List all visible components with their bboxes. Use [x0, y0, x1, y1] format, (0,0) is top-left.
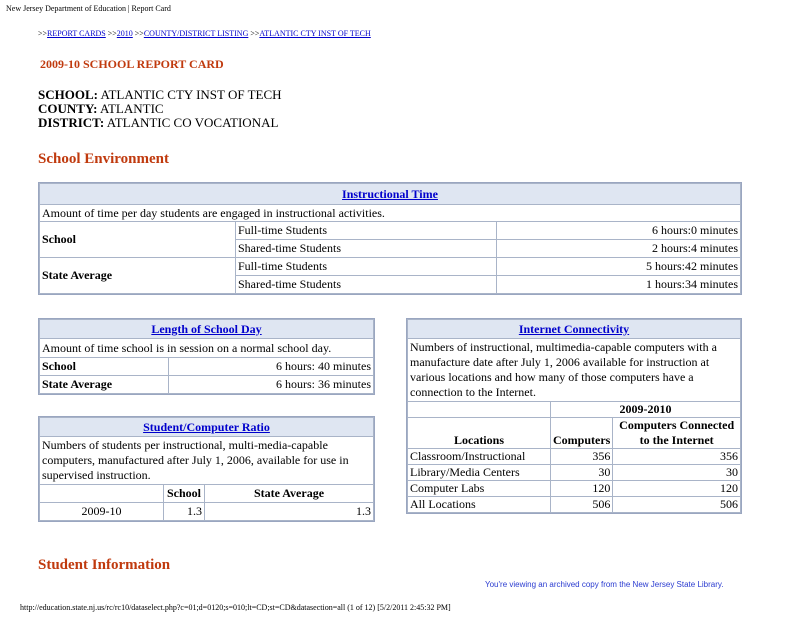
table-row: Classroom/Instructional 356 356: [408, 449, 741, 465]
section-heading-school-environment: School Environment: [38, 151, 169, 167]
length-of-day-description: Amount of time school is in session on a normal school day.: [40, 339, 374, 358]
table-row: Library/Media Centers 30 30: [408, 465, 741, 481]
ratio-school-value: 1.3: [164, 503, 205, 521]
breadcrumb-link-school[interactable]: ATLANTIC CTY INST OF TECH: [259, 29, 371, 38]
section-heading-student-information: Student Information: [38, 557, 171, 573]
county-line: COUNTY: ATLANTIC: [38, 101, 164, 116]
school-full-time-value: 6 hours:0 minutes: [497, 222, 741, 240]
table-row: Computer Labs 120 120: [408, 481, 741, 497]
state-shared-time-value: 1 hours:34 minutes: [497, 276, 741, 294]
student-computer-ratio-link[interactable]: Student/Computer Ratio: [143, 419, 270, 434]
internet-connectivity-link[interactable]: Internet Connectivity: [518, 321, 630, 336]
instructional-time-description: Amount of time per day students are engaged in instructional activities.: [40, 205, 741, 222]
footer-url: http://education.state.nj.us/rc/rc10/dataselect.php?c=01;d=0120;s=010;lt=CD;st=CD&datasection=all (1 of 12) [5/2/2011 2:45:32 PM]: [20, 603, 451, 612]
internet-connectivity-table: Internet Connectivity Numbers of instructional, multimedia-capable computers with a manufacture date after July 1, 2006 available for instruction at various locations and how many of those computers have a connection to the Internet. 2009-2010 Locations Computers Computers Connected to the Internet Classroom/Instructional 356 356 Library/Media Centers 30 30 Computer Labs 120 120 All Locations 506 506: [406, 318, 742, 514]
breadcrumb-link-report-cards[interactable]: REPORT CARDS: [47, 29, 106, 38]
school-day-length-value: 6 hours: 40 minutes: [169, 358, 374, 376]
table-row: All Locations 506 506: [408, 497, 741, 513]
document-header: New Jersey Department of Education | Report Card: [6, 4, 171, 13]
breadcrumb: >>REPORT CARDS >>2010 >>COUNTY/DISTRICT LISTING >>ATLANTIC CTY INST OF TECH: [38, 29, 371, 38]
report-card-title: 2009-10 SCHOOL REPORT CARD: [40, 57, 224, 71]
ratio-state-value: 1.3: [205, 503, 374, 521]
internet-connectivity-description: Numbers of instructional, multimedia-capable computers with a manufacture date after July 1, 2006 available for instruction at various locations and how many of those computers have a connection to the Internet.: [408, 339, 741, 402]
length-of-school-day-link[interactable]: Length of School Day: [151, 321, 262, 336]
breadcrumb-link-2010[interactable]: 2010: [116, 29, 133, 38]
archive-note: You're viewing an archived copy from the New Jersey State Library.: [485, 580, 724, 589]
breadcrumb-link-county-district[interactable]: COUNTY/DISTRICT LISTING: [143, 29, 249, 38]
school-shared-time-value: 2 hours:4 minutes: [497, 240, 741, 258]
student-computer-ratio-description: Numbers of students per instructional, multi-media-capable computers, manufactured after July 1, 2006, available for use in supervised instruction.: [40, 437, 374, 485]
instructional-time-link[interactable]: Instructional Time: [342, 186, 438, 201]
district-line: DISTRICT: ATLANTIC CO VOCATIONAL: [38, 115, 279, 130]
ratio-year: 2009-10: [40, 503, 164, 521]
state-full-time-value: 5 hours:42 minutes: [497, 258, 741, 276]
school-line: SCHOOL: ATLANTIC CTY INST OF TECH: [38, 87, 282, 102]
row-label-state-average: State Average: [40, 258, 236, 294]
length-of-school-day-table: Length of School Day Amount of time school is in session on a normal school day. School 6 hours: 40 minutes State Average 6 hours: 36 minutes: [38, 318, 375, 395]
row-label-school: School: [40, 222, 236, 258]
connectivity-year: 2009-2010: [551, 402, 741, 418]
state-day-length-value: 6 hours: 36 minutes: [169, 376, 374, 394]
student-computer-ratio-table: Student/Computer Ratio Numbers of students per instructional, multi-media-capable computers, manufactured after July 1, 2006, available for use in supervised instruction. School State Average 2009-10 1.3 1.3: [38, 416, 375, 522]
instructional-time-table: Instructional Time Amount of time per day students are engaged in instructional activities. School Full-time Students 6 hours:0 minutes Shared-time Students 2 hours:4 minutes State Average Full-time Students 5 hours:42 minutes Shared-time Students 1 hours:34 minutes: [38, 182, 742, 295]
